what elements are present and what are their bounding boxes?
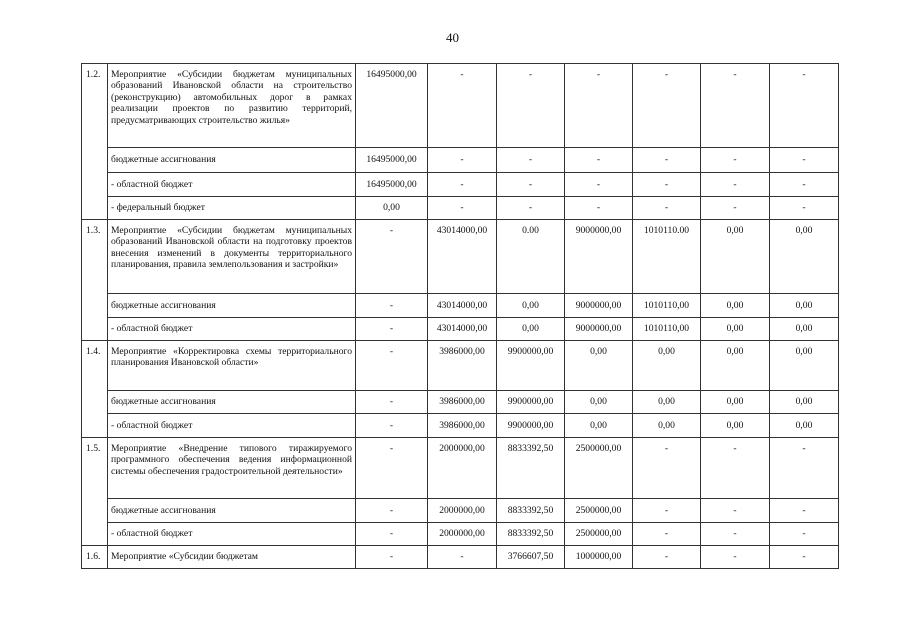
amount-cell: 0,00	[701, 318, 770, 341]
amount-cell: -	[633, 197, 701, 220]
funding-row	[82, 173, 839, 197]
amount-cell: 1000000,00	[565, 546, 633, 569]
amount-cell: -	[356, 523, 428, 546]
amount-cell: 16495000,00	[356, 173, 428, 197]
funding-source-label: бюджетные ассигнования	[108, 148, 356, 173]
amount-cell: -	[770, 197, 839, 220]
item-number: 1.4.	[82, 341, 108, 438]
measure-row	[82, 64, 839, 148]
measure-row	[82, 438, 839, 499]
amount-cell: 8833392,50	[497, 499, 565, 523]
amount-cell: -	[770, 173, 839, 197]
amount-cell: -	[770, 523, 839, 546]
amount-cell: 2500000,00	[565, 499, 633, 523]
funding-source-label: - областной бюджет	[108, 414, 356, 438]
measure-row	[82, 220, 839, 294]
amount-cell: -	[356, 294, 428, 318]
amount-cell: 0,00	[356, 197, 428, 220]
amount-cell: 9900000,00	[497, 341, 565, 391]
amount-cell: -	[701, 546, 770, 569]
measure-description: Мероприятие «Субсидии бюджетам	[108, 546, 356, 569]
amount-cell: 3766607,50	[497, 546, 565, 569]
funding-source-label: - федеральный бюджет	[108, 197, 356, 220]
amount-cell: 1010110,00	[633, 318, 701, 341]
amount-cell: 0,00	[701, 294, 770, 318]
budget-table	[81, 63, 839, 569]
funding-row	[82, 148, 839, 173]
amount-cell: -	[633, 523, 701, 546]
amount-cell: 0,00	[770, 294, 839, 318]
amount-cell: 16495000,00	[356, 148, 428, 173]
amount-cell: -	[428, 173, 497, 197]
amount-cell: 9000000,00	[565, 220, 633, 294]
funding-row	[82, 391, 839, 414]
amount-cell: 0,00	[565, 341, 633, 391]
funding-source-label: - областной бюджет	[108, 523, 356, 546]
amount-cell: 9000000,00	[565, 294, 633, 318]
amount-cell: -	[356, 414, 428, 438]
measure-description: Мероприятие «Внедрение типового тиражируемого программного обеспечения ведения информационной системы обеспечения градостроительной деятельности»	[108, 438, 356, 499]
funding-row	[82, 294, 839, 318]
amount-cell: 0,00	[633, 414, 701, 438]
item-number: 1.3.	[82, 220, 108, 341]
amount-cell: 2500000,00	[565, 523, 633, 546]
amount-cell: -	[565, 173, 633, 197]
amount-cell: -	[633, 64, 701, 148]
amount-cell: 0,00	[565, 414, 633, 438]
amount-cell: 0,00	[497, 294, 565, 318]
amount-cell: 0,00	[770, 391, 839, 414]
amount-cell: -	[497, 64, 565, 148]
measure-description: Мероприятие «Корректировка схемы территориального планирования Ивановской области»	[108, 341, 356, 391]
amount-cell: 0,00	[770, 220, 839, 294]
amount-cell: 0,00	[701, 391, 770, 414]
amount-cell: -	[701, 499, 770, 523]
amount-cell: 8833392,50	[497, 523, 565, 546]
amount-cell: -	[701, 148, 770, 173]
amount-cell: 43014000,00	[428, 220, 497, 294]
amount-cell: -	[633, 546, 701, 569]
funding-row	[82, 414, 839, 438]
amount-cell: -	[497, 197, 565, 220]
amount-cell: 16495000,00	[356, 64, 428, 148]
item-number: 1.6.	[82, 546, 108, 569]
amount-cell: -	[565, 197, 633, 220]
amount-cell: -	[356, 546, 428, 569]
amount-cell: 9000000,00	[565, 318, 633, 341]
measure-row	[82, 341, 839, 391]
amount-cell: -	[565, 148, 633, 173]
measure-description: Мероприятие «Субсидии бюджетам муниципальных образований Ивановской области на подготовку проектов внесения изменений в документы территориального планирования, правила землепользования и застройки»	[108, 220, 356, 294]
amount-cell: -	[633, 438, 701, 499]
amount-cell: 0,00	[633, 341, 701, 391]
amount-cell: 0,00	[770, 341, 839, 391]
amount-cell: 2500000,00	[565, 438, 633, 499]
amount-cell: -	[701, 173, 770, 197]
funding-source-label: бюджетные ассигнования	[108, 391, 356, 414]
amount-cell: -	[356, 318, 428, 341]
amount-cell: -	[770, 438, 839, 499]
amount-cell: 9900000,00	[497, 391, 565, 414]
amount-cell: -	[701, 197, 770, 220]
amount-cell: 43014000,00	[428, 294, 497, 318]
amount-cell: 0,00	[565, 391, 633, 414]
amount-cell: -	[770, 64, 839, 148]
funding-row	[82, 523, 839, 546]
amount-cell: 1010110.00	[633, 220, 701, 294]
amount-cell: 2000000,00	[428, 438, 497, 499]
funding-source-label: - областной бюджет	[108, 173, 356, 197]
amount-cell: 3986000,00	[428, 341, 497, 391]
amount-cell: -	[565, 64, 633, 148]
amount-cell: -	[356, 391, 428, 414]
amount-cell: 0,00	[701, 220, 770, 294]
amount-cell: -	[633, 173, 701, 197]
amount-cell: 0,00	[633, 391, 701, 414]
amount-cell: -	[701, 523, 770, 546]
amount-cell: -	[701, 64, 770, 148]
amount-cell: -	[770, 499, 839, 523]
amount-cell: -	[428, 197, 497, 220]
funding-row	[82, 318, 839, 341]
amount-cell: 1010110,00	[633, 294, 701, 318]
amount-cell: -	[770, 546, 839, 569]
amount-cell: 8833392,50	[497, 438, 565, 499]
amount-cell: 3986000,00	[428, 391, 497, 414]
amount-cell: 43014000,00	[428, 318, 497, 341]
amount-cell: 2000000,00	[428, 499, 497, 523]
amount-cell: -	[356, 341, 428, 391]
amount-cell: -	[356, 499, 428, 523]
amount-cell: -	[633, 499, 701, 523]
item-number: 1.2.	[82, 64, 108, 220]
funding-source-label: бюджетные ассигнования	[108, 499, 356, 523]
measure-row	[82, 546, 839, 569]
amount-cell: -	[428, 546, 497, 569]
amount-cell: 0,00	[497, 318, 565, 341]
amount-cell: 0.00	[497, 220, 565, 294]
amount-cell: -	[633, 148, 701, 173]
amount-cell: 2000000,00	[428, 523, 497, 546]
funding-row	[82, 499, 839, 523]
amount-cell: -	[497, 148, 565, 173]
funding-source-label: - областной бюджет	[108, 318, 356, 341]
amount-cell: -	[497, 173, 565, 197]
amount-cell: 0,00	[701, 341, 770, 391]
item-number: 1.5.	[82, 438, 108, 546]
amount-cell: 0,00	[770, 318, 839, 341]
amount-cell: 3986000,00	[428, 414, 497, 438]
amount-cell: 9900000,00	[497, 414, 565, 438]
amount-cell: 0,00	[701, 414, 770, 438]
amount-cell: -	[356, 220, 428, 294]
amount-cell: -	[701, 438, 770, 499]
amount-cell: -	[428, 148, 497, 173]
measure-description: Мероприятие «Субсидии бюджетам муниципальных образований Ивановской области на строительство (реконструкцию) автомобильных дорог в рамках реализации проектов по развитию территорий, предусматривающих строительство жилья»	[108, 64, 356, 148]
amount-cell: 0,00	[770, 414, 839, 438]
amount-cell: -	[356, 438, 428, 499]
amount-cell: -	[428, 64, 497, 148]
page-number: 40	[446, 30, 459, 45]
funding-row	[82, 197, 839, 220]
amount-cell: -	[770, 148, 839, 173]
funding-source-label: бюджетные ассигнования	[108, 294, 356, 318]
